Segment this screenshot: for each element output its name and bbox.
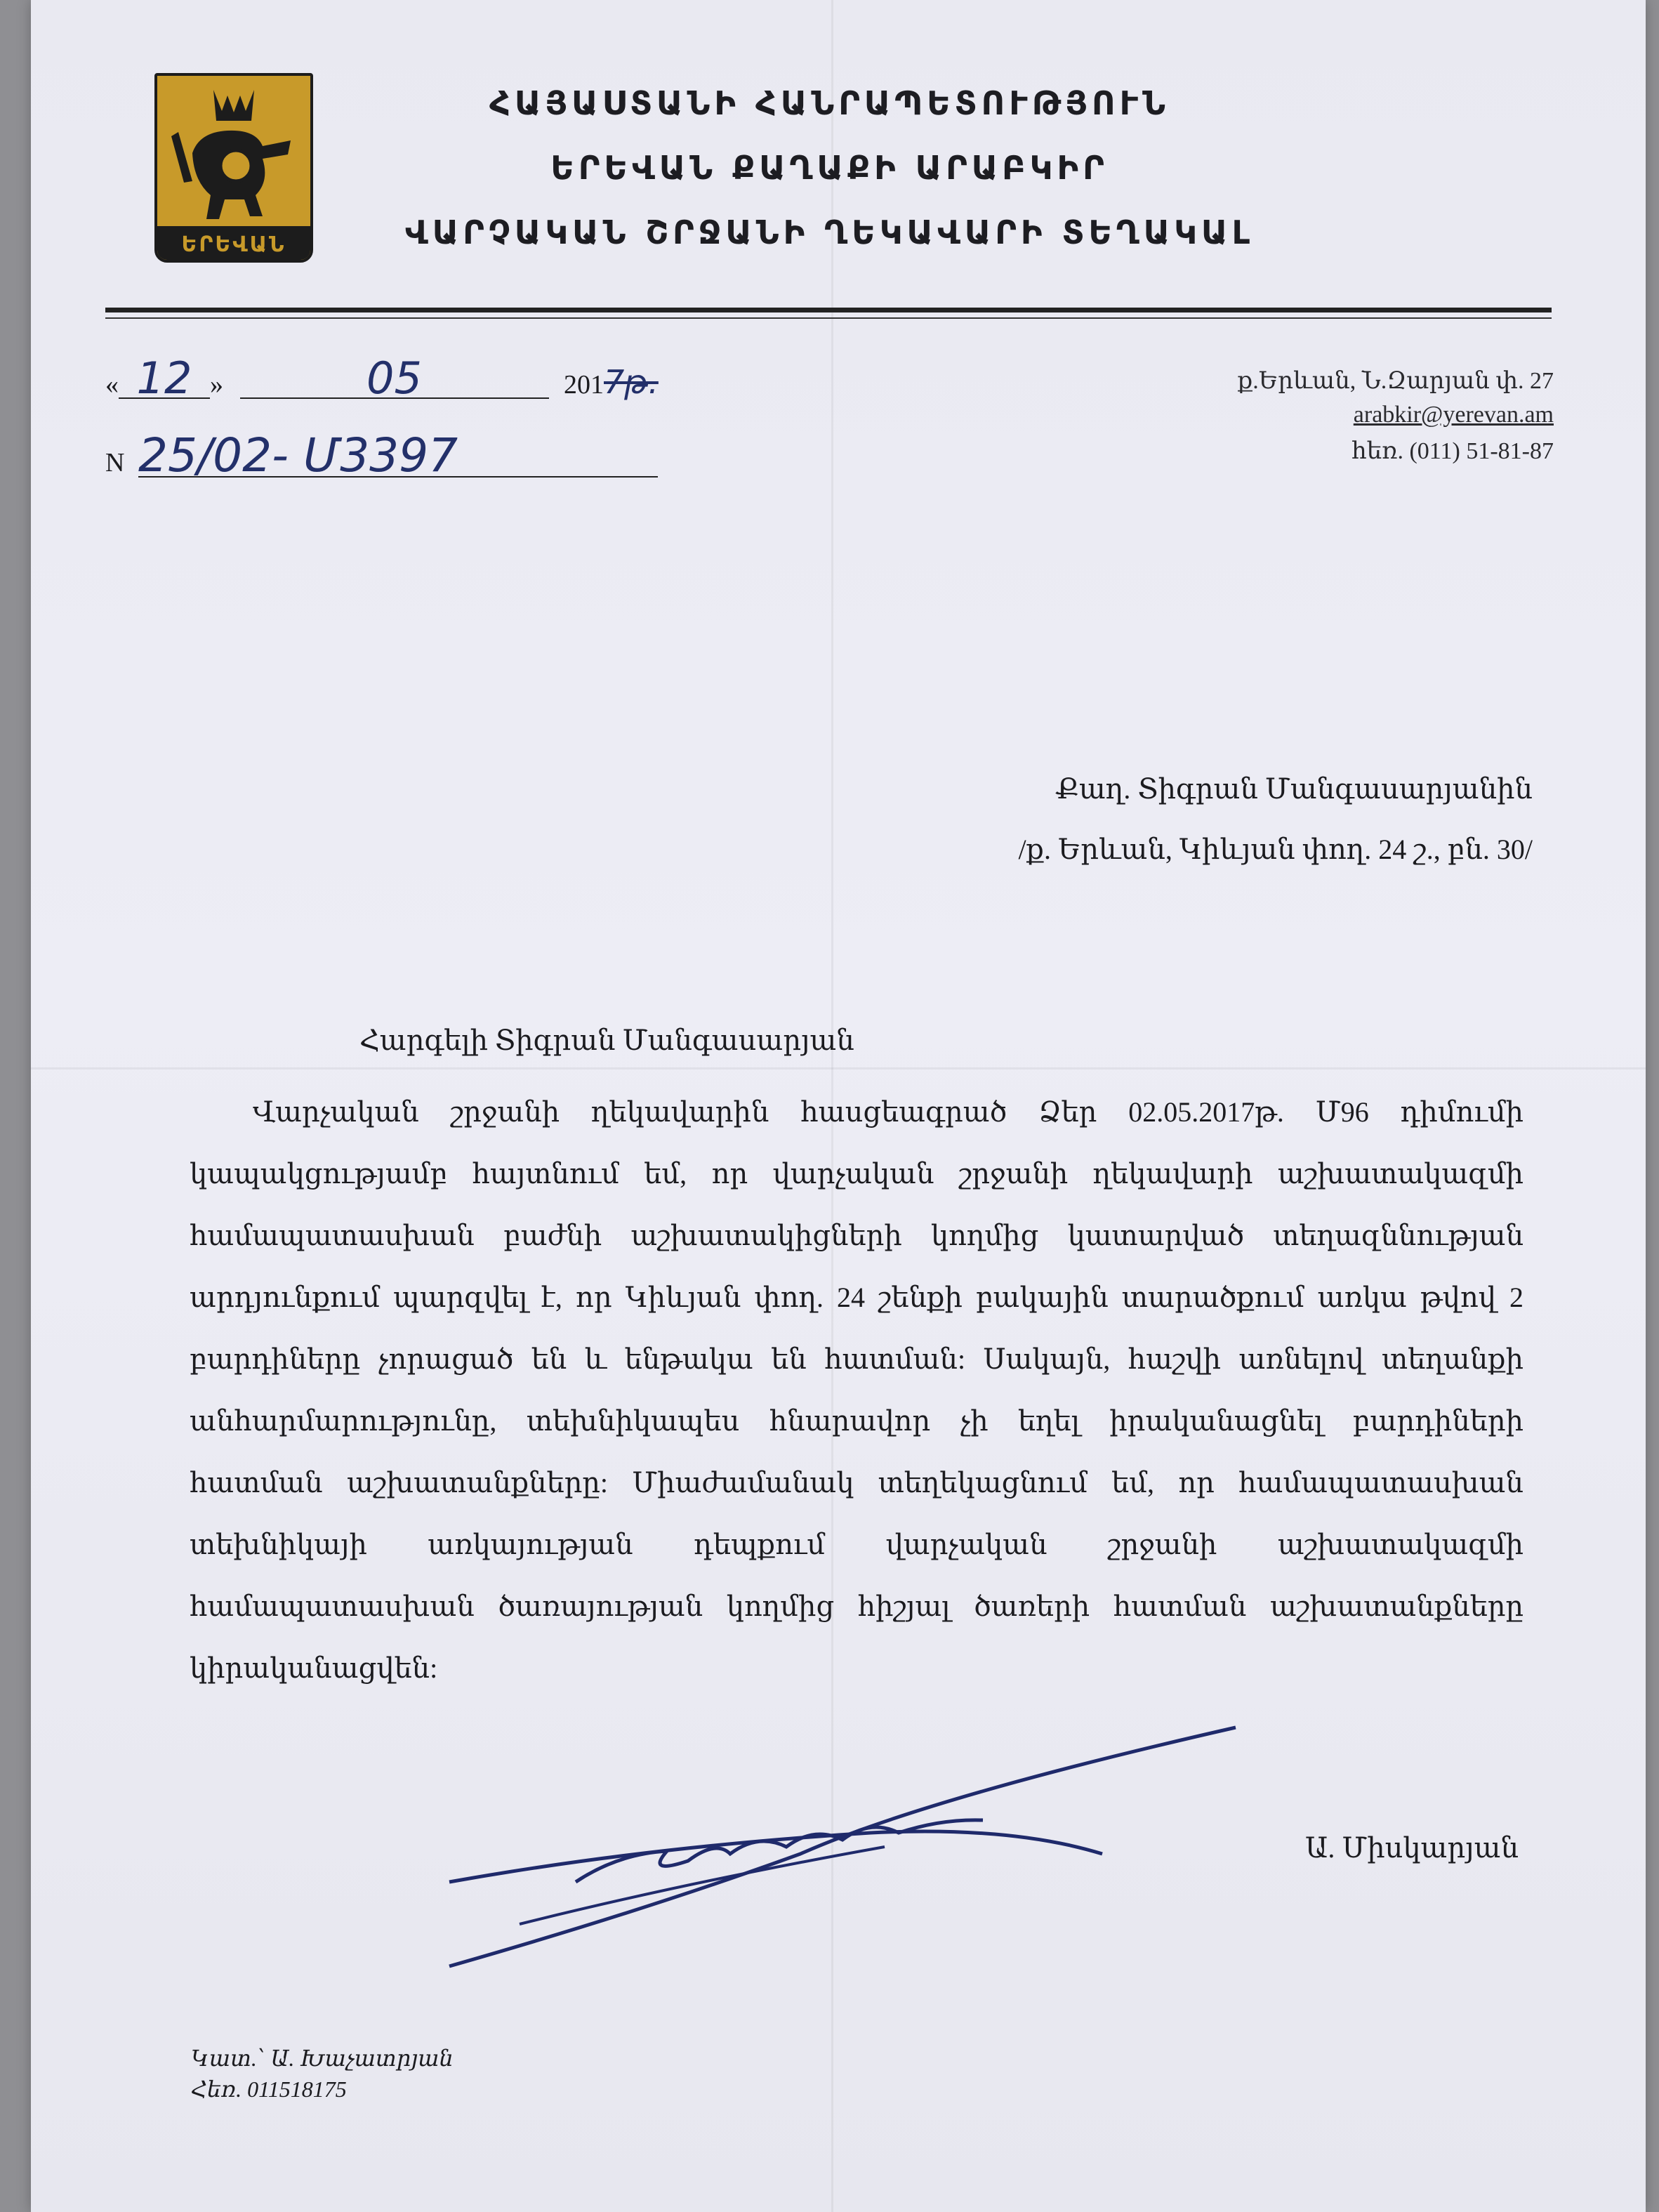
footer-executor: Կատ.՝ Ա. Խաչատրյան (191, 2046, 454, 2071)
document-date (105, 353, 659, 404)
contact-address: ք.Երևան, Ն.Զարյան փ. 27 (1237, 368, 1554, 394)
addressee-address: /ք. Երևան, Կիևյան փող. 24 շ., բն. 30/ (1018, 834, 1533, 865)
letter-body: Վարչական շրջանի ղեկավարին հասցեագրած Ձեր 02.05.2017թ. Մ96 դիմումի կապակցությամբ հայտնում եմ, որ վարչական շրջանի ղեկավարի աշխատակազմի համապատասխան բաժնի աշխատակիցների կողմից կատարված տեղազննության արդյունքում պարզվել է, որ Կիևյան փող. 24 շենքի բակային տարածքում առկա թվով 2 բարդիները չորացած են և ենթակա են հատման: Սակայն, հաշվի առնելով տեղանքի անհարմարությունը, տեխնիկապես հնարավոր չի եղել իրականացնել բարդիների հատման աշխատանքները: Միաժամանակ տեղեկացնում եմ, որ համապատասխան տեխնիկայի առկայության դեպքում վարչական շրջանի աշխատակազմի համապատասխան ծառայության կողմից հիշյալ ծառերի հատման աշխատանքները կիրականացվեն: (190, 1096, 1523, 1684)
date-year-prefix: 201 (564, 370, 604, 400)
header-office: ՎԱՐՉԱԿԱՆ ՇՐՋԱՆԻ ՂԵԿԱՎԱՐԻ ՏԵՂԱԿԱԼ (404, 213, 1255, 251)
emblem-label: ԵՐԵՎԱՆ (181, 232, 286, 257)
number-value: 25/02- Մ3397 (138, 435, 658, 478)
signer-name: Ա. Միսկարյան (1304, 1832, 1519, 1864)
date-day: 12 (119, 360, 210, 399)
date-open-quote: « (105, 370, 119, 400)
contact-email[interactable]: arabkir@yerevan.am (1353, 402, 1554, 428)
salutation: Հարգելի Տիգրան Մանգասարյան (359, 1025, 854, 1056)
footer-phone: Հեռ. 011518175 (191, 2076, 347, 2102)
number-prefix: N (105, 448, 125, 478)
contact-phone: հեռ. (011) 51-81-87 (1351, 438, 1554, 464)
header-rule-thick (105, 308, 1552, 312)
addressee-name: Քաղ. Տիգրան Մանգասարյանին (1055, 773, 1533, 805)
date-close-quote: » (210, 370, 223, 400)
paper-fold-horizontal (31, 1067, 1646, 1069)
handwritten-signature (435, 1713, 1243, 1984)
header-country: ՀԱՅԱՍՏԱՆԻ ՀԱՆՐԱՊԵՏՈՒԹՅՈՒՆ (489, 84, 1170, 122)
header-rule-thin (105, 317, 1552, 319)
document-number (105, 428, 658, 482)
date-month: 05 (240, 360, 549, 399)
header-city-district: ԵՐԵՎԱՆ ՔԱՂԱՔԻ ԱՐԱԲԿԻՐ (550, 149, 1109, 187)
date-year-suffix: 7թ. (604, 363, 659, 401)
